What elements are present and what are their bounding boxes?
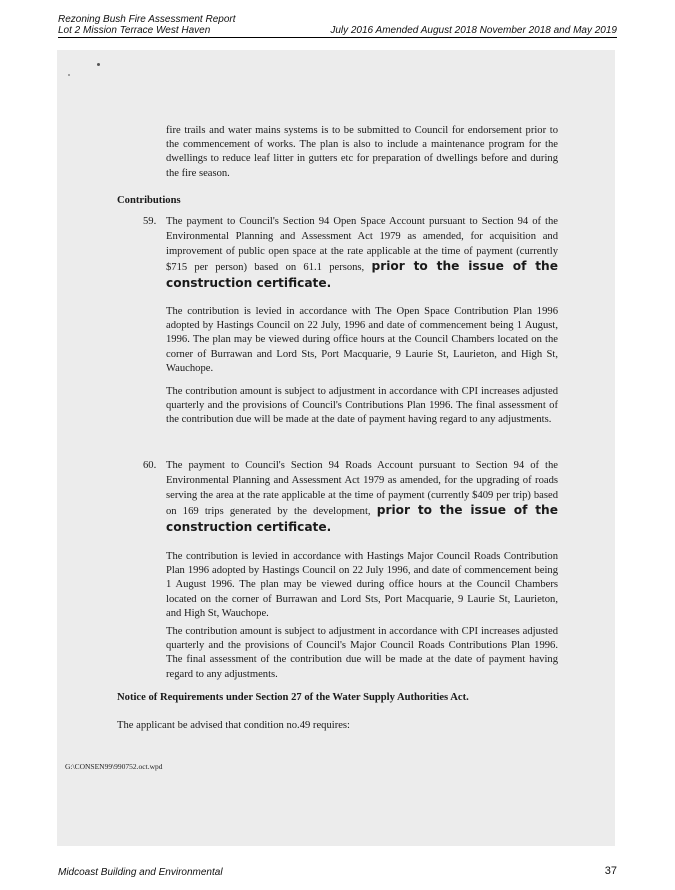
item-59-adjustment-paragraph: The contribution amount is subject to adjustment in accordance with CPI increases adjusted quarterly and the provisions of Council's Contributions Plan 1996. The final assessment of the contribution due will be made at the date of payment having regard to any adjustments. [166,386,558,426]
item-60-text: The payment to Council's Section 94 Roads Account pursuant to Section 94 of the Environmental Planning and Assessment Act 1979 as amended, for the upgrading of roads serving the area at the rate applicable at the time of payment (currently $409 per trip) based on 169 trips generated by the development, [166,460,558,518]
item-59-levy-paragraph: The contribution is levied in accordance with The Open Space Contribution Plan 1996 adopted by Hastings Council on 22 July, 1996 and date of commencement being 1 August, 1996. The plan may be viewed during office hours at the Council Chambers located on the corner of Burrawan and Lord Sts, Port Macquarie, 9 Laurie St, Laurieton, and High St, Wauchope. [166,306,558,374]
item-59-paragraph [166,215,558,293]
intro-paragraph: fire trails and water mains systems is to be submitted to Council for endorsement prior to the commencement of works. The plan is also to include a maintenance program for the dwellings to reduce leaf litter in gutters etc for preparation of dwellings before and during the fire season. [166,125,558,179]
item-60-levy-paragraph: The contribution is levied in accordance with Hastings Major Council Roads Contribution Plan 1996 adopted by Hastings Council on 22 July 1996, and date of commencement being 1 August 1996. The plan may be viewed during office hours at the Council Chambers located on the corner of Burrawan and Lord Sts, Port Macquarie, 9 Laurie St, Laurieton, and High St, Wauchope. [166,551,558,619]
item-60-paragraph [166,459,558,537]
header-dates: July 2016 Amended August 2018 November 2018 and May 2019 [330,25,617,36]
item-60-number: 60. [143,460,157,471]
header-rule [58,37,617,38]
contributions-heading: Contributions [117,195,181,206]
header-lot: Lot 2 Mission Terrace West Haven [58,25,211,36]
item-60-adjustment-paragraph: The contribution amount is subject to adjustment in accordance with CPI increases adjusted quarterly and the provisions of Council's Major Council Roads Contributions Plan 1996. The final assessment of the contribution due will be made at the date of payment having regard to any adjustments. [166,626,558,680]
file-reference: G:\CONSEN99\990752.oct.wpd [65,762,163,771]
footer-company: Midcoast Building and Environmental [58,867,223,878]
item-59-emphasis: prior to the issue of the construction certificate. [166,259,558,291]
item-60-emphasis: prior to the issue of the construction certificate. [166,503,558,535]
applicant-text: The applicant be advised that condition no.49 requires: [117,720,350,731]
item-59-text: The payment to Council's Section 94 Open Space Account pursuant to Section 94 of the Environmental Planning and Assessment Act 1979 as amended, for acquisition and improvement of public open space at the rate applicable at the time of payment (currently $715 per person) based on 61.1 persons, [166,216,558,274]
notice-heading: Notice of Requirements under Section 27 of the Water Supply Authorities Act. [117,692,469,703]
scan-speck [97,63,100,66]
page-number: 37 [604,865,617,877]
header-title: Rezoning Bush Fire Assessment Report [58,14,236,25]
scan-speck [68,74,70,76]
item-59-number: 59. [143,216,157,227]
